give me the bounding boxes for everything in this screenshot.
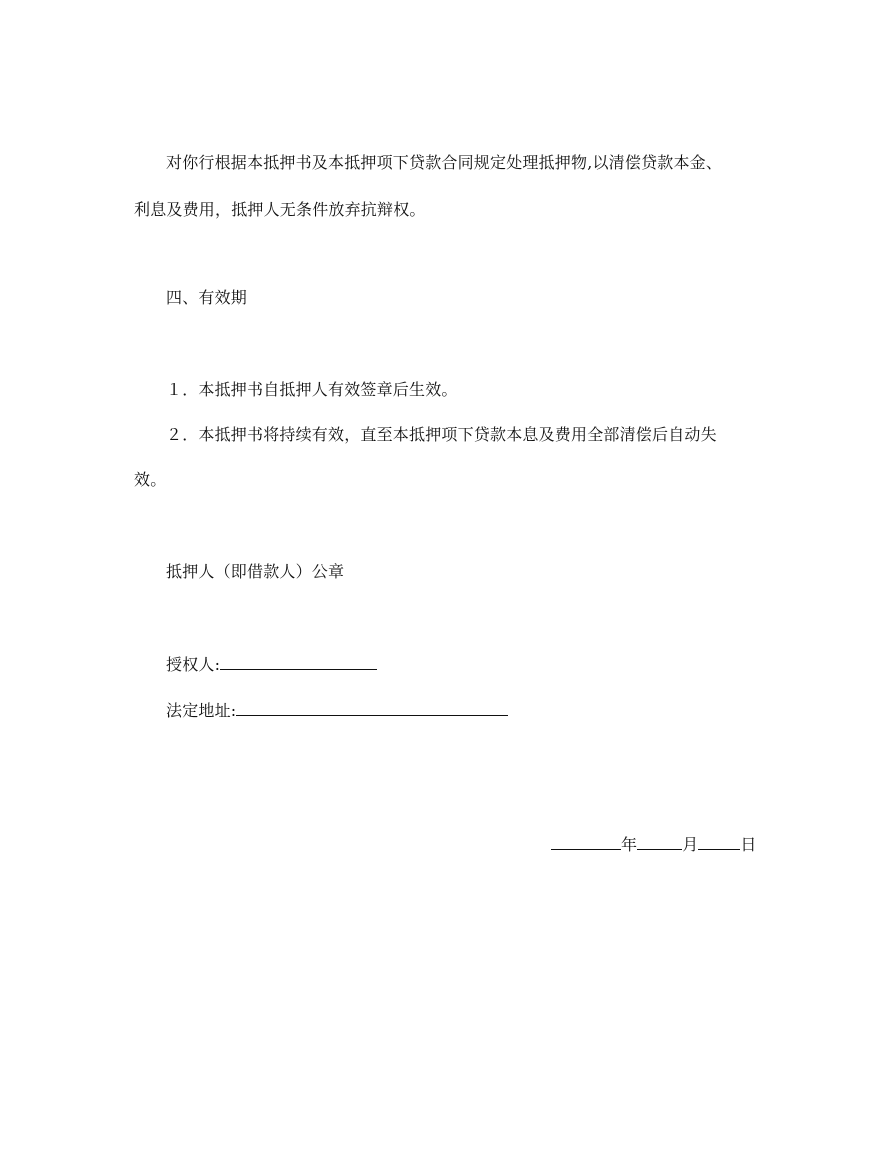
authorized-label: 授权人: xyxy=(166,655,221,674)
month-label: 月 xyxy=(682,835,699,854)
clause-item-continuation: 效。 xyxy=(134,470,167,489)
day-label: 日 xyxy=(740,835,757,854)
seal-label: 抵押人（即借款人）公章 xyxy=(166,562,345,581)
paragraph-line: 利息及费用，抵押人无条件放弃抗辩权。 xyxy=(134,200,426,219)
authorized-field xyxy=(166,653,377,675)
address-field xyxy=(166,699,508,721)
address-blank xyxy=(236,699,508,716)
month-blank xyxy=(637,833,682,850)
year-label: 年 xyxy=(621,835,638,854)
date-line xyxy=(551,833,757,855)
paragraph-line: 对你行根据本抵押书及本抵押项下贷款合同规定处理抵押物,以清偿贷款本金、 xyxy=(166,153,723,172)
address-label: 法定地址: xyxy=(166,701,237,720)
clause-item: １．本抵押书自抵押人有效签章后生效。 xyxy=(166,380,458,399)
year-blank xyxy=(551,833,621,850)
section-heading: 四、有效期 xyxy=(166,288,248,307)
day-blank xyxy=(698,833,740,850)
clause-item: ２．本抵押书将持续有效，直至本抵押项下贷款本息及费用全部清偿后自动失 xyxy=(166,425,717,444)
authorized-blank xyxy=(220,653,377,670)
